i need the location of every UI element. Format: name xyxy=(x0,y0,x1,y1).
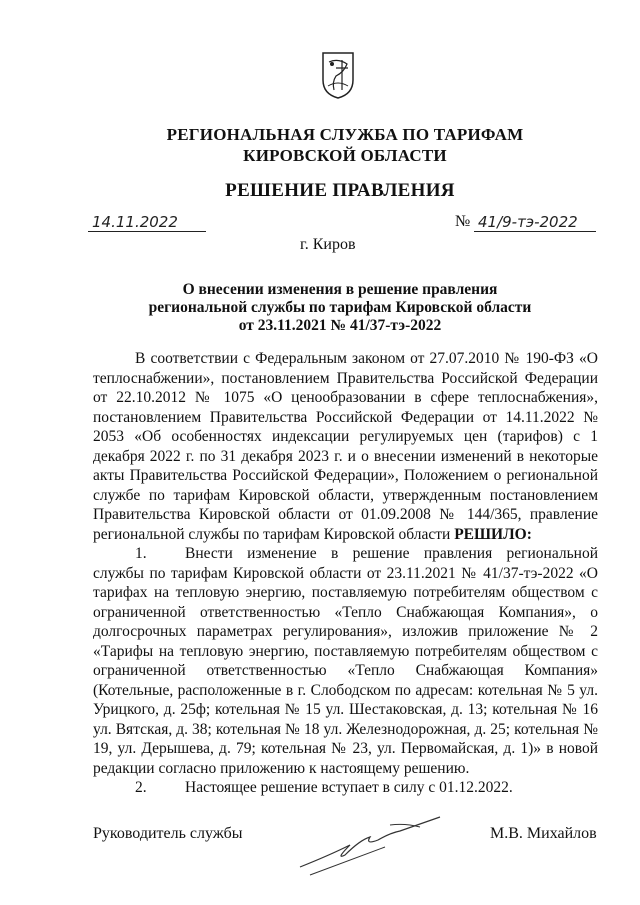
item-2-paragraph xyxy=(93,778,598,798)
preamble-paragraph xyxy=(93,349,598,544)
document-type-title: РЕШЕНИЕ ПРАВЛЕНИЯ xyxy=(225,180,455,201)
item-1-paragraph xyxy=(93,544,598,778)
document-subject xyxy=(120,281,560,335)
date-underline xyxy=(88,231,206,232)
item-2-text: Настоящее решение вступает в силу с 01.12.2022. xyxy=(185,779,513,796)
coat-of-arms-emblem xyxy=(320,50,356,100)
org-name-line1: РЕГИОНАЛЬНАЯ СЛУЖБА ПО ТАРИФАМ xyxy=(166,125,524,144)
item-1-number: 1. xyxy=(135,545,147,562)
signer-name: М.В. Михайлов xyxy=(490,825,597,842)
handwritten-signature xyxy=(290,805,460,885)
subject-line3: от 23.11.2021 № 41/37-тэ-2022 xyxy=(238,317,442,334)
document-body xyxy=(93,349,598,798)
decision-word: РЕШИЛО: xyxy=(454,525,532,543)
preamble-text: В соответствии с Федеральным законом от 27.07.2010 № 190-ФЗ «О теплоснабжении», постановлением Правительства Российской Федерации от 22.10.2012 № 1075 «О ценообразовании в сфере теплоснабжения», постановлением Правительства Российской Федерации от 14.11.2022 № 2053 «Об особенностях индексации регулируемых цен (тарифов) с 1 декабря 2022 г. по 31 декабря 2023 г. и о внесении изменений в некоторые акты Правительства Российской Федерации», Положением о региональной службе по тарифам Кировской области, утвержденным постановлением Правительства Кировской области от 01.09.2008 № 144/365, правление региональной службы по тарифам Кировской области xyxy=(93,350,598,543)
handwritten-document-number: 41/9-тэ-2022 xyxy=(478,213,578,231)
number-sign: № xyxy=(455,213,471,230)
subject-line1: О внесении изменения в решение правления xyxy=(182,281,498,298)
subject-line2: региональной службы по тарифам Кировской области xyxy=(148,299,532,316)
signer-title: Руководитель службы xyxy=(93,825,243,842)
item-1-text: Внести изменение в решение правления региональной службы по тарифам Кировской области от 23.11.2021 № 41/37-тэ-2022 «О тарифах на тепловую энергию, поставляемую потребителям обществом с ограниченной ответственностью «Тепло Снабжающая Компания», о долгосрочных параметрах регулирования», изложив приложение № 2 «Тарифы на тепловую энергию, поставляемую потребителям обществом с ограниченной ответственностью «Тепло Снабжающая Компания» (Котельные, расположенные в г. Слободском по адресам: котельная № 5 ул. Урицкого, д. 25ф; котельная № 15 ул. Шестаковская, д. 13; котельная № 16 ул. Вятская, д. 38; котельная № 18 ул. Железнодорожная, д. 25; котельная № 19, ул. Дерышева, д. 79; котельная № 23, ул. Первомайская, д. 1)» в новой редакции согласно приложению к настоящему решению. xyxy=(93,545,598,777)
org-name-line2: КИРОВСКОЙ ОБЛАСТИ xyxy=(243,146,447,165)
number-underline xyxy=(474,231,596,232)
handwritten-date: 14.11.2022 xyxy=(92,213,178,231)
city: г. Киров xyxy=(300,236,356,253)
item-2-number: 2. xyxy=(135,779,147,796)
